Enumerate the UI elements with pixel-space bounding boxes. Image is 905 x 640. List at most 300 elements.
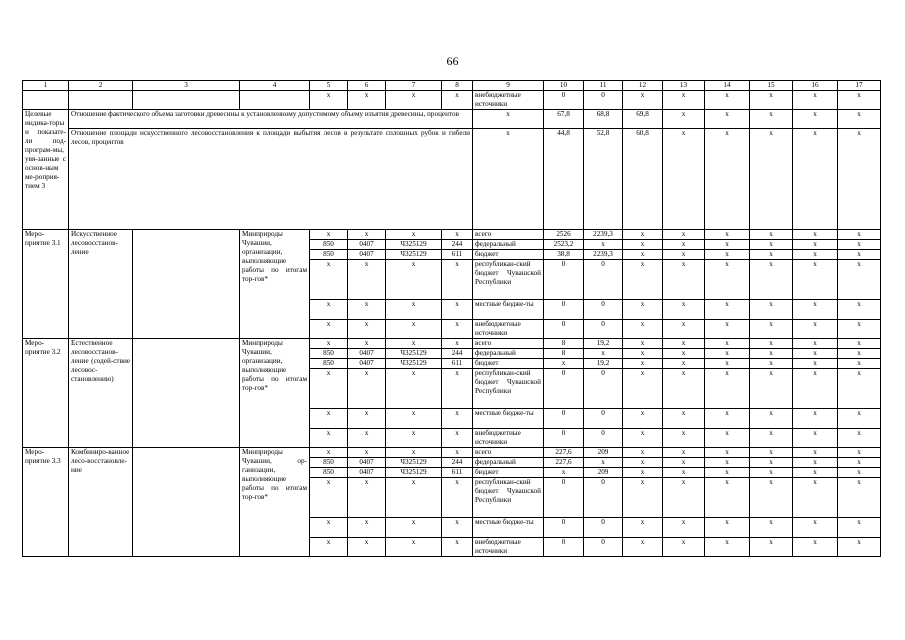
table-cell: x	[793, 91, 838, 110]
measure-label: Меро-приятие 3.1	[23, 230, 69, 339]
table-cell: x	[584, 458, 623, 468]
table-cell: x	[750, 320, 793, 339]
table-cell: x	[750, 359, 793, 369]
table-cell: x	[310, 339, 348, 349]
table-cell: x	[623, 339, 663, 349]
table-cell	[240, 91, 310, 110]
table-cell: x	[705, 429, 750, 448]
header-cell: 4	[240, 81, 310, 91]
table-cell: x	[623, 538, 663, 557]
table-cell: x	[750, 250, 793, 260]
table-cell: x	[838, 429, 881, 448]
measure-name: Искусственное лесовосстанов-ление	[69, 230, 133, 339]
table-cell: x	[838, 129, 881, 230]
table-cell: x	[348, 300, 386, 320]
table-cell: x	[442, 300, 473, 320]
table-cell: x	[663, 409, 705, 429]
table-cell: x	[838, 339, 881, 349]
table-cell: x	[623, 300, 663, 320]
table-cell: x	[838, 359, 881, 369]
table-cell: x	[473, 110, 544, 129]
table-cell: x	[663, 230, 705, 240]
table-cell: 0	[544, 518, 584, 538]
table-cell: x	[348, 518, 386, 538]
table-cell: 0	[544, 91, 584, 110]
table-cell: x	[838, 230, 881, 240]
table-cell: 38,8	[544, 250, 584, 260]
table-cell: республикан-ский бюджет Чувашской Республики	[473, 369, 544, 409]
table-cell: x	[386, 91, 442, 110]
header-cell: 1	[23, 81, 69, 91]
table-cell: внебюджетные источники	[473, 538, 544, 557]
table-cell: x	[705, 240, 750, 250]
table-cell: x	[838, 300, 881, 320]
table-cell: Ч325129	[386, 458, 442, 468]
table-cell: 611	[442, 359, 473, 369]
table-cell: x	[838, 409, 881, 429]
table-cell: x	[793, 240, 838, 250]
table-cell: x	[623, 478, 663, 518]
table-cell: x	[793, 250, 838, 260]
table-cell: x	[663, 538, 705, 557]
table-row	[23, 110, 881, 129]
table-cell: x	[442, 369, 473, 409]
table-cell: x	[750, 468, 793, 478]
table-cell: x	[623, 240, 663, 250]
table-cell: 0	[584, 320, 623, 339]
table-cell: x	[663, 91, 705, 110]
table-cell: x	[663, 339, 705, 349]
table-cell: x	[750, 230, 793, 240]
table-cell: x	[838, 478, 881, 518]
table-cell: x	[705, 409, 750, 429]
table-cell: x	[663, 349, 705, 359]
table-cell: x	[663, 110, 705, 129]
table-cell: x	[838, 458, 881, 468]
table-cell: x	[705, 448, 750, 458]
table-cell: 244	[442, 240, 473, 250]
table-cell: x	[705, 518, 750, 538]
executor: Минприроды Чувашии, организации, выполняющие работы по итогам тор-гов*	[240, 230, 310, 339]
header-cell: 2	[69, 81, 133, 91]
table-cell: 0407	[348, 349, 386, 359]
table-cell: x	[348, 429, 386, 448]
table-cell: x	[705, 91, 750, 110]
table-cell: 0	[544, 538, 584, 557]
table-cell: 0	[544, 320, 584, 339]
table-cell: 8	[544, 339, 584, 349]
table-cell: x	[623, 91, 663, 110]
table-cell: x	[386, 478, 442, 518]
table-cell: 0407	[348, 359, 386, 369]
table-cell: x	[705, 300, 750, 320]
table-cell: x	[623, 458, 663, 468]
table-cell: внебюджетные источники	[473, 91, 544, 110]
table-cell: x	[750, 129, 793, 230]
header-cell: 5	[310, 81, 348, 91]
table-cell: республикан-ский бюджет Чувашской Республики	[473, 478, 544, 518]
table-cell: x	[663, 129, 705, 230]
table-cell: x	[473, 129, 544, 230]
table-cell: 611	[442, 468, 473, 478]
table-cell: 611	[442, 250, 473, 260]
table-cell: x	[750, 369, 793, 409]
table-cell: x	[793, 230, 838, 240]
header-cell: 6	[348, 81, 386, 91]
table-cell: 2526	[544, 230, 584, 240]
table-cell: x	[348, 538, 386, 557]
header-cell: 7	[386, 81, 442, 91]
table-row	[23, 230, 881, 240]
table-cell: x	[310, 320, 348, 339]
table-cell: x	[663, 250, 705, 260]
table-cell: x	[442, 320, 473, 339]
table-cell: x	[348, 369, 386, 409]
table-cell: 850	[310, 458, 348, 468]
header-cell: 9	[473, 81, 544, 91]
table-cell: x	[386, 369, 442, 409]
table-cell: всего	[473, 448, 544, 458]
measure-name: Комбиниро-ванное лесо-восстановле-ние	[69, 448, 133, 557]
table-cell: x	[793, 409, 838, 429]
header-cell: 10	[544, 81, 584, 91]
table-cell: x	[386, 339, 442, 349]
table-cell: федеральный	[473, 240, 544, 250]
table-cell: x	[793, 538, 838, 557]
table-cell: x	[386, 448, 442, 458]
table-cell: бюджет	[473, 468, 544, 478]
table-cell: x	[348, 230, 386, 240]
table-cell: 0407	[348, 250, 386, 260]
header-cell: 17	[838, 81, 881, 91]
table-cell: Ч325129	[386, 250, 442, 260]
table-cell: 69,8	[623, 110, 663, 129]
table-cell: 0	[584, 538, 623, 557]
table-cell: x	[663, 320, 705, 339]
table-cell: внебюджетные источники	[473, 320, 544, 339]
table-cell: x	[442, 339, 473, 349]
table-cell: 0	[544, 478, 584, 518]
table-cell: 0	[544, 260, 584, 300]
table-cell: x	[663, 300, 705, 320]
table-cell	[133, 448, 240, 557]
table-cell: 0	[584, 429, 623, 448]
table-cell: x	[442, 230, 473, 240]
header-cell: 16	[793, 81, 838, 91]
table-cell: x	[750, 538, 793, 557]
table-cell: бюджет	[473, 250, 544, 260]
table-cell: 0	[584, 369, 623, 409]
table-cell: x	[793, 429, 838, 448]
table-cell: x	[442, 478, 473, 518]
table-cell: x	[705, 339, 750, 349]
table-cell: 0	[584, 478, 623, 518]
table-cell: x	[705, 129, 750, 230]
table-cell: x	[663, 458, 705, 468]
table-cell: x	[663, 478, 705, 518]
table-cell: x	[310, 260, 348, 300]
table-row	[23, 339, 881, 349]
table-cell: x	[750, 110, 793, 129]
table-cell: x	[705, 230, 750, 240]
table-cell: x	[705, 250, 750, 260]
table-cell: x	[750, 409, 793, 429]
table-cell: x	[386, 409, 442, 429]
table-cell: 0407	[348, 458, 386, 468]
table-cell: 850	[310, 349, 348, 359]
table-cell: x	[750, 240, 793, 250]
table-cell: x	[793, 359, 838, 369]
table-cell: x	[623, 320, 663, 339]
table-cell: федеральный	[473, 458, 544, 468]
table-cell: x	[838, 538, 881, 557]
table-cell: x	[838, 320, 881, 339]
table-cell: x	[793, 369, 838, 409]
table-cell: x	[838, 518, 881, 538]
table-row	[23, 129, 881, 230]
table-cell: всего	[473, 339, 544, 349]
table-cell: x	[838, 468, 881, 478]
table-cell: 0407	[348, 468, 386, 478]
table-cell: 850	[310, 359, 348, 369]
table-cell: x	[442, 429, 473, 448]
table-cell: x	[623, 518, 663, 538]
table-cell: местные бюдже-ты	[473, 409, 544, 429]
table-cell: x	[623, 468, 663, 478]
table-cell: x	[793, 110, 838, 129]
table-cell: 2239,3	[584, 230, 623, 240]
table-cell: x	[838, 250, 881, 260]
table-cell: x	[310, 518, 348, 538]
table-cell: местные бюдже-ты	[473, 518, 544, 538]
table-cell: республикан-ский бюджет Чувашской Республики	[473, 260, 544, 300]
table-cell: x	[386, 538, 442, 557]
table-cell: x	[623, 429, 663, 448]
table-cell: 8	[544, 349, 584, 359]
table-cell: 0407	[348, 240, 386, 250]
table-cell: 209	[584, 448, 623, 458]
table-cell: x	[623, 359, 663, 369]
table-cell: x	[750, 349, 793, 359]
table-cell: x	[838, 240, 881, 250]
table-cell: x	[310, 230, 348, 240]
executor: Минприроды Чувашии, ор-ганизации, выполняющие работы по итогам тор-гов*	[240, 448, 310, 557]
table-cell: x	[623, 230, 663, 240]
table-cell: x	[793, 129, 838, 230]
table-cell: x	[386, 260, 442, 300]
table-cell: 0	[584, 409, 623, 429]
table-cell: x	[442, 538, 473, 557]
table-cell: x	[310, 538, 348, 557]
header-cell: 11	[584, 81, 623, 91]
table-cell	[69, 91, 133, 110]
table-cell: 850	[310, 468, 348, 478]
table-cell: 227,6	[544, 458, 584, 468]
measure-label: Меро-приятие 3.2	[23, 339, 69, 448]
table-cell: x	[442, 260, 473, 300]
table-cell: x	[623, 369, 663, 409]
table-cell: x	[386, 429, 442, 448]
table-cell: x	[705, 349, 750, 359]
table-cell: x	[310, 91, 348, 110]
table-cell: 0	[544, 409, 584, 429]
table-cell: x	[544, 468, 584, 478]
table-cell: 0	[544, 300, 584, 320]
table-cell: x	[663, 468, 705, 478]
header-cell: 8	[442, 81, 473, 91]
table-cell: Ч325129	[386, 349, 442, 359]
table-cell: 0	[584, 300, 623, 320]
table-cell: x	[442, 409, 473, 429]
table-cell: x	[705, 478, 750, 518]
table-cell: x	[442, 91, 473, 110]
table-cell: x	[838, 91, 881, 110]
table-cell: x	[663, 260, 705, 300]
table-cell: 244	[442, 349, 473, 359]
table-cell: 52,8	[584, 129, 623, 230]
table-cell: 0	[544, 429, 584, 448]
table-cell	[133, 339, 240, 448]
table-cell: x	[663, 359, 705, 369]
table-cell: x	[442, 518, 473, 538]
table-cell: x	[663, 240, 705, 250]
measure-name: Естественное лесовосстанов-ление (содей-ствие лесовос-становлению)	[69, 339, 133, 448]
table-cell: x	[750, 339, 793, 349]
table-cell: x	[348, 409, 386, 429]
table-cell: x	[750, 429, 793, 448]
table-cell: x	[310, 429, 348, 448]
table-cell	[23, 91, 69, 110]
executor: Минприроды Чувашии, организации, выполняющие работы по итогам тор-гов*	[240, 339, 310, 448]
table-cell: x	[310, 478, 348, 518]
table-cell: x	[623, 349, 663, 359]
table-cell: x	[348, 320, 386, 339]
program-table	[22, 80, 881, 557]
table-cell: x	[544, 359, 584, 369]
table-cell: x	[705, 369, 750, 409]
table-cell: x	[838, 369, 881, 409]
table-cell: 60,8	[623, 129, 663, 230]
table-cell: x	[386, 300, 442, 320]
table-cell: x	[793, 320, 838, 339]
table-cell: 19,2	[584, 339, 623, 349]
table-cell: бюджет	[473, 359, 544, 369]
table-cell: x	[705, 110, 750, 129]
table-cell: x	[663, 518, 705, 538]
measure-label: Меро-приятие 3.3	[23, 448, 69, 557]
header-cell: 3	[133, 81, 240, 91]
table-cell: x	[838, 110, 881, 129]
table-cell: x	[663, 448, 705, 458]
table-cell: x	[348, 448, 386, 458]
table-cell: x	[310, 369, 348, 409]
header-cell: 12	[623, 81, 663, 91]
table-cell: федеральный	[473, 349, 544, 359]
table-cell: x	[348, 339, 386, 349]
table-cell: 2239,3	[584, 250, 623, 260]
table-cell: x	[442, 448, 473, 458]
header-row	[23, 81, 881, 91]
table-row	[23, 448, 881, 458]
table-cell: x	[793, 448, 838, 458]
table-cell: x	[663, 429, 705, 448]
table-cell: x	[705, 260, 750, 300]
table-cell: x	[705, 458, 750, 468]
table-cell: x	[793, 458, 838, 468]
header-cell: 13	[663, 81, 705, 91]
table-cell: x	[750, 300, 793, 320]
table-cell: x	[310, 300, 348, 320]
table-cell: x	[386, 230, 442, 240]
table-cell: x	[623, 448, 663, 458]
header-cell: 14	[705, 81, 750, 91]
table-cell: x	[663, 369, 705, 409]
table-cell: x	[750, 448, 793, 458]
table-cell: 850	[310, 250, 348, 260]
table-cell: 67,8	[544, 110, 584, 129]
table-cell: x	[705, 538, 750, 557]
table-row	[23, 91, 881, 110]
table-cell: x	[623, 260, 663, 300]
table-cell: x	[793, 349, 838, 359]
table-cell: x	[793, 339, 838, 349]
indicator-text: Отношение площади искусственного лесовосстановления к площади выбытия лесов в результате сплошных рубок и гибели лесов, процентов	[69, 129, 473, 230]
table-cell: Ч325129	[386, 359, 442, 369]
table-cell: x	[386, 518, 442, 538]
table-cell: x	[310, 409, 348, 429]
table-cell: x	[793, 300, 838, 320]
table-cell: x	[750, 518, 793, 538]
table-cell: x	[386, 320, 442, 339]
table-cell: x	[750, 260, 793, 300]
table-cell: x	[348, 478, 386, 518]
table-cell: местные бюдже-ты	[473, 300, 544, 320]
table-cell: x	[750, 91, 793, 110]
table-cell: x	[705, 320, 750, 339]
table-cell: внебюджетные источники	[473, 429, 544, 448]
table-cell: x	[793, 518, 838, 538]
table-cell: x	[310, 448, 348, 458]
table-cell: x	[838, 349, 881, 359]
table-cell: x	[705, 359, 750, 369]
table-cell: x	[705, 468, 750, 478]
table-cell: 850	[310, 240, 348, 250]
indicator-text: Отношение фактического объема заготовки древесины к установленному допустимому объему изъятия древесины, процентов	[69, 110, 473, 129]
table-cell: x	[623, 409, 663, 429]
table-cell: x	[348, 91, 386, 110]
table-cell: Ч325129	[386, 468, 442, 478]
table-cell: x	[838, 448, 881, 458]
table-cell: 227,6	[544, 448, 584, 458]
table-cell	[133, 230, 240, 339]
table-cell	[133, 91, 240, 110]
table-cell: x	[750, 458, 793, 468]
table-cell: x	[793, 260, 838, 300]
table-cell: 68,8	[584, 110, 623, 129]
table-cell: x	[793, 478, 838, 518]
table-cell: 0	[584, 260, 623, 300]
table-cell: x	[750, 478, 793, 518]
table-cell: 244	[442, 458, 473, 468]
table-cell: 0	[584, 91, 623, 110]
table-cell: 19,2	[584, 359, 623, 369]
table-cell: Ч325129	[386, 240, 442, 250]
table-cell: x	[584, 240, 623, 250]
table-cell: x	[584, 349, 623, 359]
table-cell: 44,8	[544, 129, 584, 230]
table-cell: x	[623, 250, 663, 260]
table-cell: 209	[584, 468, 623, 478]
